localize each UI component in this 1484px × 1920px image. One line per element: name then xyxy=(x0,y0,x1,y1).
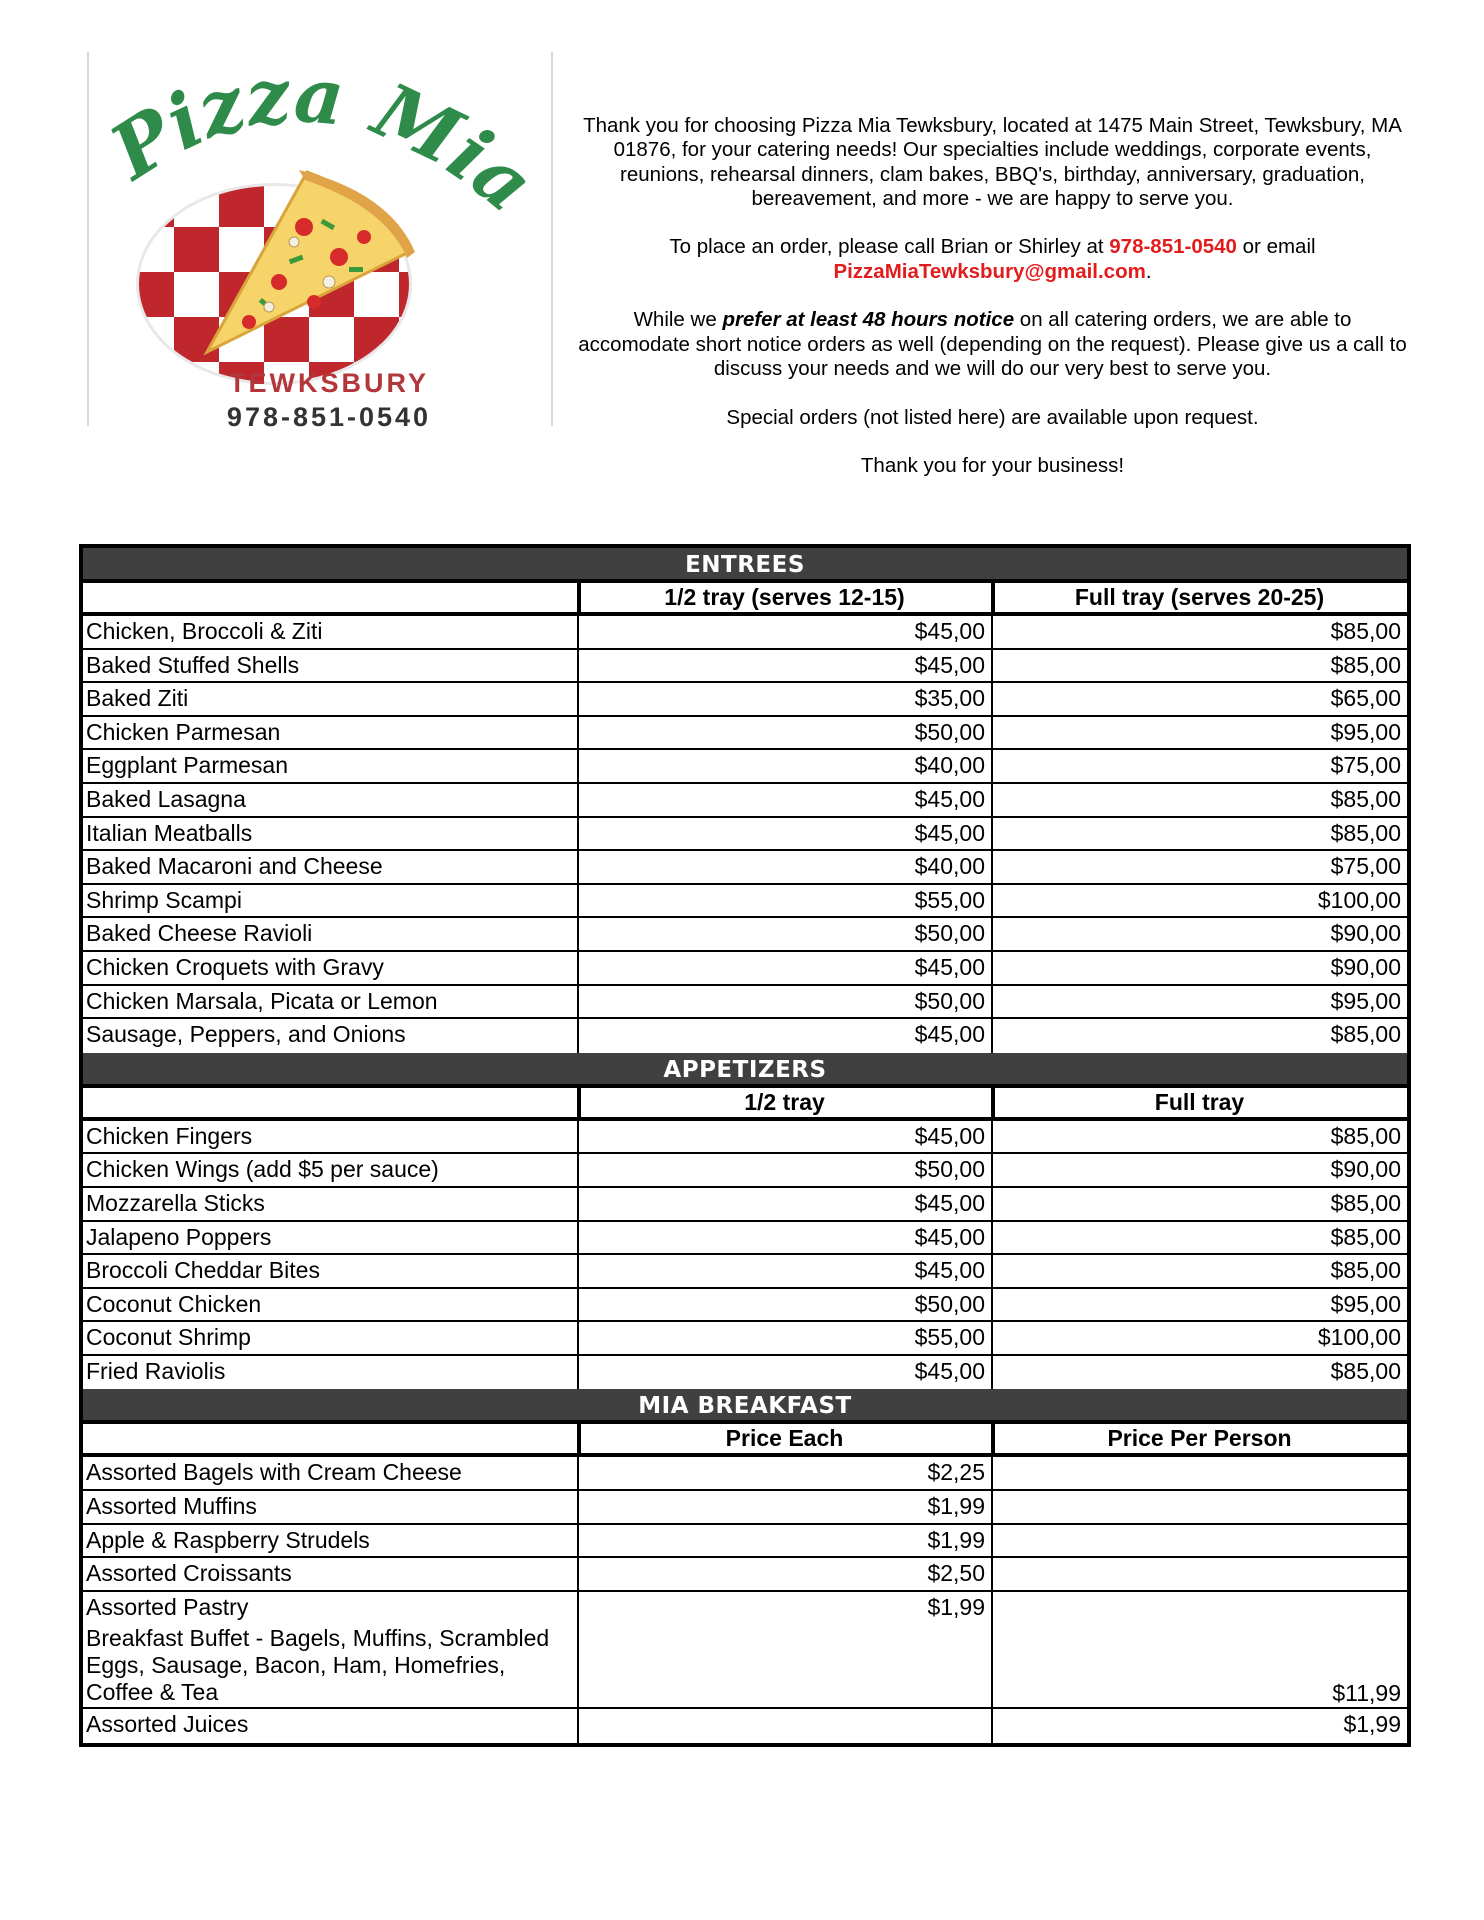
item-price-half: $45,00 xyxy=(577,1188,991,1220)
order-text-middle: or email xyxy=(1236,235,1316,259)
item-price-half: $35,00 xyxy=(577,683,991,715)
table-row xyxy=(83,818,1407,852)
section-header-appetizers: APPETIZERS xyxy=(83,1053,1407,1088)
item-name: Sausage, Peppers, and Onions xyxy=(86,1021,406,1048)
table-row xyxy=(83,1457,1407,1491)
notice-text-end: on all catering orders, we are able to accomodate short notice orders as well (depending on the request). Please give us a call to discuss your needs and we will do our very best to serve you. xyxy=(578,308,1407,380)
column-header-row xyxy=(83,583,1407,616)
column-header: 1/2 tray (serves 12-15) xyxy=(577,583,991,612)
item-price-full: $95,00 xyxy=(991,717,1407,749)
item-price-full: $1,99 xyxy=(991,1709,1407,1743)
order-phone-link[interactable]: 978-851-0540 xyxy=(1109,235,1237,259)
order-text: To place an order, please call Brian or Shirley at xyxy=(669,235,1110,259)
item-price-half: $45,00 xyxy=(577,818,991,850)
table-row xyxy=(83,1625,1407,1709)
table-row xyxy=(83,1019,1407,1053)
item-name: Assorted Muffins xyxy=(86,1493,257,1520)
item-price-full: $85,00 xyxy=(991,1255,1407,1287)
item-price-full: $85,00 xyxy=(991,616,1407,648)
table-row xyxy=(83,717,1407,751)
item-name: Baked Lasagna xyxy=(86,785,246,812)
blank-header-cell xyxy=(83,1088,577,1117)
item-name: Chicken Croquets with Gravy xyxy=(86,953,384,980)
item-price-half: $2,25 xyxy=(577,1457,991,1489)
item-name: Italian Meatballs xyxy=(86,819,253,846)
entrees-rows xyxy=(83,616,1407,1053)
notice-text: While we xyxy=(633,308,723,332)
item-price-half: $1,99 xyxy=(577,1592,991,1626)
item-name: Coconut Shrimp xyxy=(86,1324,251,1351)
table-row xyxy=(83,1255,1407,1289)
table-row xyxy=(83,784,1407,818)
item-price-half: $1,99 xyxy=(577,1525,991,1557)
item-price-half: $1,99 xyxy=(577,1491,991,1523)
order-email-link[interactable]: PizzaMiaTewksbury@gmail.com xyxy=(833,259,1146,283)
table-row xyxy=(83,851,1407,885)
item-price-full: $65,00 xyxy=(991,683,1407,715)
column-header-row xyxy=(83,1424,1407,1457)
item-name: Chicken, Broccoli & Ziti xyxy=(86,618,323,644)
catering-menu-table xyxy=(79,544,1411,1747)
item-price-full: $85,00 xyxy=(991,1188,1407,1220)
item-name: Eggplant Parmesan xyxy=(86,752,289,779)
item-price-full xyxy=(991,1558,1407,1590)
item-price-half: $45,00 xyxy=(577,1019,991,1053)
item-price-half: $50,00 xyxy=(577,1154,991,1186)
blank-header-cell xyxy=(83,583,577,612)
item-name: Assorted Juices xyxy=(86,1711,249,1738)
table-row xyxy=(83,1154,1407,1188)
intro-paragraph-3 xyxy=(575,308,1410,381)
item-price-full: $95,00 xyxy=(991,1289,1407,1321)
item-price-half: $45,00 xyxy=(577,650,991,682)
item-price-half: $2,50 xyxy=(577,1558,991,1590)
item-price-half: $45,00 xyxy=(577,1222,991,1254)
intro-paragraph-2 xyxy=(575,235,1410,284)
logo-phone: 978-851-0540 xyxy=(226,402,432,432)
table-row xyxy=(83,1491,1407,1525)
logo-town: TEWKSBURY xyxy=(229,368,429,398)
item-price-half: $40,00 xyxy=(577,851,991,883)
notice-emphasis: prefer at least 48 hours notice xyxy=(722,308,1015,332)
item-price-half: $45,00 xyxy=(577,1356,991,1390)
table-row xyxy=(83,616,1407,650)
item-price-full: $90,00 xyxy=(991,1154,1407,1186)
column-header: Full tray xyxy=(991,1088,1407,1117)
item-price-full: $100,00 xyxy=(991,1322,1407,1354)
item-price-half: $45,00 xyxy=(577,952,991,984)
table-row xyxy=(83,1592,1407,1626)
item-price-full: $85,00 xyxy=(991,1121,1407,1153)
brand-logo-text: Pizza Mia xyxy=(95,52,551,230)
table-row xyxy=(83,1289,1407,1323)
item-name: Chicken Wings (add $5 per sauce) xyxy=(86,1156,439,1183)
item-price-full: $85,00 xyxy=(991,1019,1407,1053)
intro-paragraph-5: Thank you for your business! xyxy=(860,454,1125,478)
table-row xyxy=(83,650,1407,684)
table-row xyxy=(83,1709,1407,1743)
item-name: Broccoli Cheddar Bites xyxy=(86,1257,320,1284)
table-row xyxy=(83,1525,1407,1559)
column-header: Price Each xyxy=(577,1424,991,1453)
column-header: Full tray (serves 20-25) xyxy=(991,583,1407,612)
order-text-end: . xyxy=(1145,259,1152,283)
intro-paragraph-4: Special orders (not listed here) are available upon request. xyxy=(726,405,1259,429)
item-price-half: $45,00 xyxy=(577,1121,991,1153)
blank-header-cell xyxy=(83,1424,577,1453)
section-header-breakfast: MIA BREAKFAST xyxy=(83,1389,1407,1424)
item-price-full: $90,00 xyxy=(991,952,1407,984)
item-price-half: $45,00 xyxy=(577,1255,991,1287)
item-name: Fried Raviolis xyxy=(86,1357,226,1384)
item-name: Breakfast Buffet - Bagels, Muffins, Scrambled Eggs, Sausage, Bacon, Ham, Homefries, Coffee & Tea xyxy=(86,1625,550,1706)
item-price-half: $50,00 xyxy=(577,918,991,950)
table-row xyxy=(83,750,1407,784)
item-price-full: $85,00 xyxy=(991,818,1407,850)
table-row xyxy=(83,1356,1407,1390)
item-price-full xyxy=(991,1592,1407,1626)
item-price-half: $45,00 xyxy=(577,784,991,816)
item-price-full: $85,00 xyxy=(991,1222,1407,1254)
table-row xyxy=(83,918,1407,952)
table-row xyxy=(83,952,1407,986)
logo xyxy=(87,52,553,432)
item-price-full: $11,99 xyxy=(991,1625,1407,1707)
item-name: Assorted Bagels with Cream Cheese xyxy=(86,1459,462,1486)
table-row xyxy=(83,1558,1407,1592)
item-price-full: $90,00 xyxy=(991,918,1407,950)
item-price-full: $85,00 xyxy=(991,1356,1407,1390)
table-row xyxy=(83,1322,1407,1356)
table-row xyxy=(83,885,1407,919)
table-row xyxy=(83,1188,1407,1222)
item-name: Shrimp Scampi xyxy=(86,886,242,913)
item-price-full: $75,00 xyxy=(991,851,1407,883)
item-price-half: $50,00 xyxy=(577,986,991,1018)
item-name: Chicken Parmesan xyxy=(86,718,281,745)
item-price-full xyxy=(991,1457,1407,1489)
item-price-half: $50,00 xyxy=(577,717,991,749)
item-name: Baked Cheese Ravioli xyxy=(86,920,313,947)
section-header-entrees: ENTREES xyxy=(83,548,1407,583)
intro-text xyxy=(575,114,1410,503)
breakfast-rows xyxy=(83,1457,1407,1625)
table-row xyxy=(83,1121,1407,1155)
item-price-half: $50,00 xyxy=(577,1289,991,1321)
item-name: Assorted Pastry xyxy=(86,1593,249,1620)
item-price-full xyxy=(991,1491,1407,1523)
item-price-full: $85,00 xyxy=(991,650,1407,682)
table-row xyxy=(83,1222,1407,1256)
item-price-full: $95,00 xyxy=(991,986,1407,1018)
item-price-full xyxy=(991,1525,1407,1557)
item-price-full: $85,00 xyxy=(991,784,1407,816)
item-name: Baked Stuffed Shells xyxy=(86,651,300,678)
appetizers-rows xyxy=(83,1121,1407,1390)
item-name: Apple & Raspberry Strudels xyxy=(86,1526,370,1553)
intro-paragraph-1: Thank you for choosing Pizza Mia Tewksbury, located at 1475 Main Street, Tewksbury, MA 01876, for your catering needs! Our specialties include weddings, corporate events, reunions, rehearsal dinners, clam bakes, BBQ's, birthday, anniversary, graduation, bereavement, and more - we are happy to serve you. xyxy=(583,114,1402,210)
table-row xyxy=(83,986,1407,1020)
item-price-half xyxy=(577,1709,991,1743)
item-price-half: $40,00 xyxy=(577,750,991,782)
item-price-half: $55,00 xyxy=(577,885,991,917)
item-name: Baked Macaroni and Cheese xyxy=(86,853,383,880)
item-name: Baked Ziti xyxy=(86,685,189,712)
item-price-full: $100,00 xyxy=(991,885,1407,917)
column-header-row xyxy=(83,1088,1407,1121)
column-header: 1/2 tray xyxy=(577,1088,991,1117)
item-name: Coconut Chicken xyxy=(86,1290,262,1317)
item-price-full: $75,00 xyxy=(991,750,1407,782)
item-name: Chicken Fingers xyxy=(86,1122,253,1149)
item-price-half: $45,00 xyxy=(577,616,991,648)
item-name: Assorted Croissants xyxy=(86,1560,292,1587)
item-name: Chicken Marsala, Picata or Lemon xyxy=(86,987,438,1014)
table-row xyxy=(83,683,1407,717)
item-price-half xyxy=(577,1625,991,1707)
item-price-half: $55,00 xyxy=(577,1322,991,1354)
column-header: Price Per Person xyxy=(991,1424,1407,1453)
item-name: Mozzarella Sticks xyxy=(86,1189,265,1216)
item-name: Jalapeno Poppers xyxy=(86,1223,272,1250)
